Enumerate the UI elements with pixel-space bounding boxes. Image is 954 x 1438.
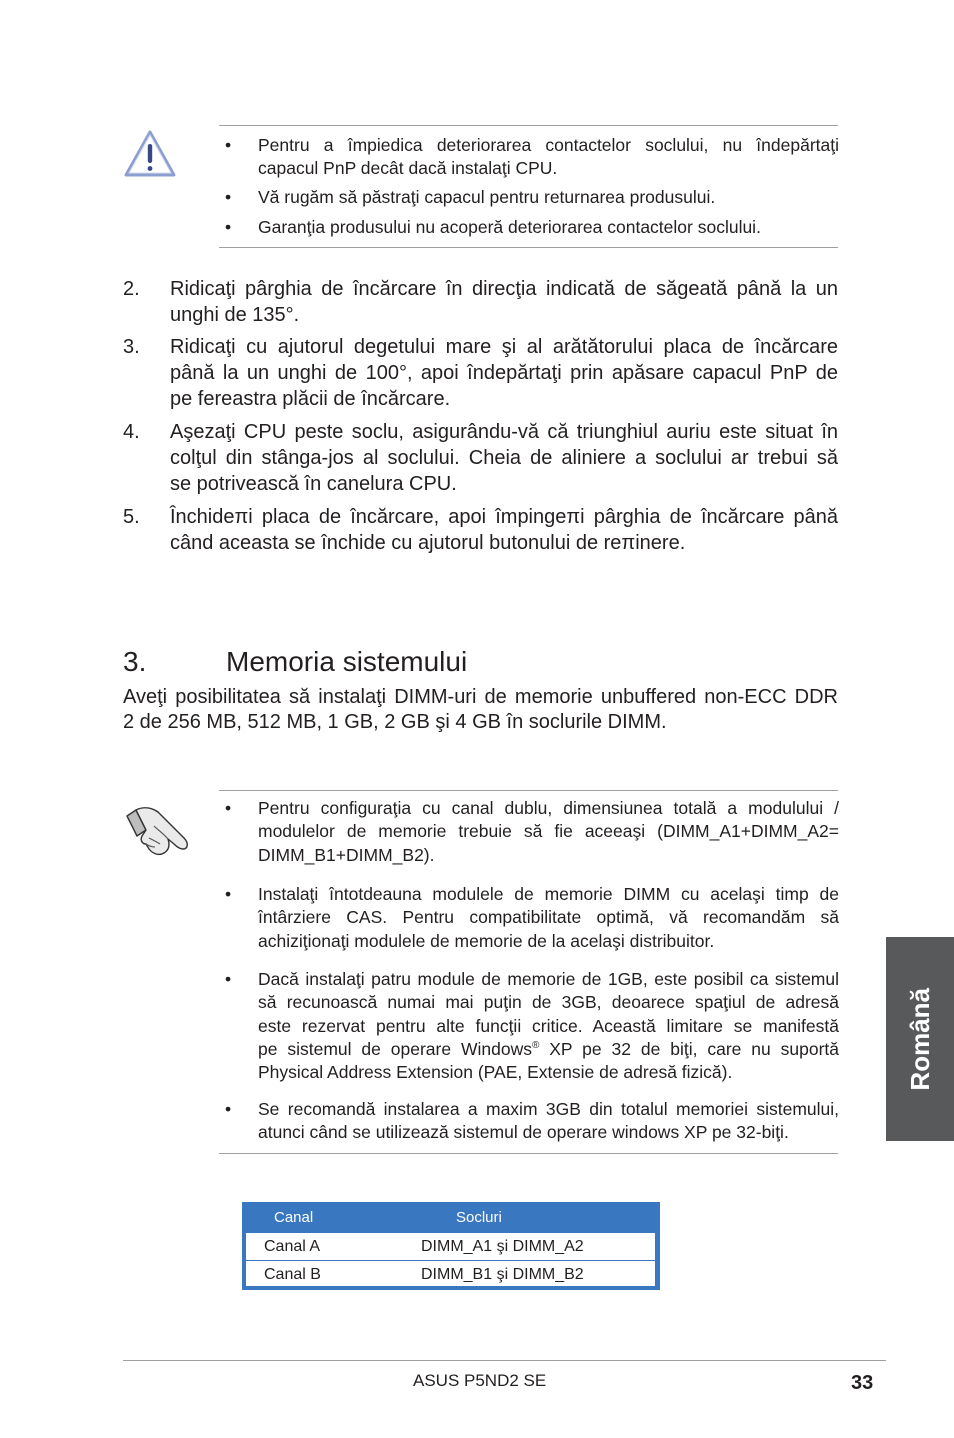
table-cell-channel: Canal B (264, 1265, 321, 1283)
text-line: achiziţionaţi modulele de memorie de la acelaşi distribuitor. (258, 930, 715, 951)
warning-item (258, 216, 839, 239)
section-number: 3. (123, 646, 147, 677)
note-item (258, 968, 839, 1084)
warning-bottom-rule (219, 247, 838, 248)
text-segment: XP pe 32 de biţi, care nu suportă (539, 1038, 840, 1059)
text-line: când aceasta se închide cu ajutorul butonului de reπinere. (170, 532, 686, 554)
text-line: modulelor de memorie trebuie să fie aceeaşi (DIMM_A1+DIMM_A2= (258, 821, 839, 842)
text-line: Physical Address Extension (PAE, Extensie de adresă fizică). (258, 1062, 733, 1083)
page-number: 33 (851, 1372, 874, 1394)
language-tab (886, 937, 954, 1141)
step-number: 2. (123, 278, 140, 300)
text-line: Aşezaţi CPU peste soclu, asigurându-vă că triunghiul auriu este situat în (170, 421, 838, 443)
bullet-dot: • (225, 969, 232, 989)
step-text (170, 276, 838, 328)
text-line: Ridicaţi cu ajutorul degetului mare şi al arătătorului placa de încărcare (170, 336, 838, 358)
footer-rule (123, 1360, 886, 1361)
note-item (258, 1098, 839, 1145)
bullet-dot: • (225, 884, 232, 904)
text-segment: pe sistemul de operare Windows (258, 1038, 532, 1059)
bullet-dot: • (225, 798, 232, 818)
table-row (246, 1233, 655, 1261)
text-line: Dacă instalaţi patru module de memorie de 1GB, este posibil ca sistemul (258, 969, 839, 989)
text-line: colţul din stânga-jos al soclului. Cheia de aliniere a soclului ar trebui să (170, 447, 838, 469)
note-top-rule (219, 790, 838, 791)
text-line: DIMM_B1+DIMM_B2). (258, 844, 435, 865)
step-text (170, 334, 838, 412)
text-line: este rezervat pentru alte funcţii critice. Această limitare se manifestă (258, 1015, 839, 1036)
step-text (170, 504, 838, 556)
text-line: Ridicaţi pârghia de încărcare în direcţia indicată de săgeată până la un (170, 278, 838, 300)
text-line: Aveţi posibilitatea să instalaţi DIMM-uri de memorie unbuffered non-ECC DDR (123, 686, 838, 708)
section-title: Memoria sistemului (226, 646, 468, 677)
table-row (246, 1262, 655, 1287)
text-line: Închideπi placa de încărcare, apoi împingeπi pârghia de încărcare până (170, 506, 838, 528)
channel-socket-table (242, 1202, 660, 1290)
note-item (258, 797, 839, 867)
bullet-dot: • (225, 186, 232, 207)
table-header-sockets: Socluri (456, 1209, 502, 1226)
text-line: capacul PnP decât dacă instalaţi CPU. (258, 157, 558, 178)
bullet-dot: • (225, 134, 232, 155)
text-line: să recunoască numai mai puţin de 3GB, deoarece spaţiul de adresă (258, 992, 839, 1013)
text-line: întârziere CAS. Pentru compatibilitate optimă, vă recomandăm să (258, 907, 839, 928)
language-tab-label: Română (905, 987, 935, 1091)
warning-triangle-icon (123, 129, 177, 179)
text-line: pe fereastra plăcii de încărcare. (170, 388, 451, 410)
step-number: 3. (123, 336, 140, 358)
note-item (258, 883, 839, 953)
text-line: Pentru configuraţia cu canal dublu, dimensiunea totală a modulului / (258, 798, 839, 818)
text-line: Garanţia produsului nu acoperă deteriorarea contactelor soclului. (258, 216, 761, 237)
text-line: Se recomandă instalarea a maxim 3GB din totalul memoriei sistemului, (258, 1099, 839, 1119)
text-line: unghi de 135°. (170, 304, 300, 326)
footer-product-name: ASUS P5ND2 SE (413, 1371, 547, 1390)
bullet-dot: • (225, 1099, 232, 1119)
text-line: Instalaţi întotdeauna modulele de memorie DIMM cu acelaşi timp de (258, 884, 839, 904)
pointing-hand-icon (124, 800, 192, 858)
table-cell-sockets: DIMM_B1 şi DIMM_B2 (421, 1265, 584, 1283)
note-bottom-rule (219, 1153, 838, 1154)
text-line: Vă rugăm să păstraţi capacul pentru returnarea produsului. (258, 186, 716, 207)
step-number: 4. (123, 421, 140, 443)
text-line: se potrivească în canelura CPU. (170, 473, 457, 495)
table-body (246, 1233, 655, 1286)
table-cell-sockets: DIMM_A1 şi DIMM_A2 (421, 1238, 584, 1255)
section-intro (123, 685, 838, 735)
text-line: până la un unghi de 100°, apoi îndepărtaţi prin apăsare capacul PnP de (170, 362, 838, 384)
warning-top-rule (219, 125, 838, 126)
text-line: Pentru a împiedica deteriorarea contactelor soclului, nu îndepărtaţi (258, 134, 839, 155)
text-line: 2 de 256 MB, 512 MB, 1 GB, 2 GB şi 4 GB în soclurile DIMM. (123, 711, 667, 733)
text-line: atunci când se utilizează sistemul de operare windows XP pe 32-biţi. (258, 1122, 789, 1143)
step-number: 5. (123, 506, 140, 528)
bullet-dot: • (225, 216, 232, 237)
warning-item (258, 134, 839, 180)
table-cell-channel: Canal A (264, 1238, 321, 1255)
table-header-channel: Canal (274, 1209, 314, 1226)
step-text (170, 419, 838, 497)
registered-mark: ® (531, 1040, 540, 1052)
text-line (258, 1038, 839, 1061)
warning-item (258, 186, 839, 209)
